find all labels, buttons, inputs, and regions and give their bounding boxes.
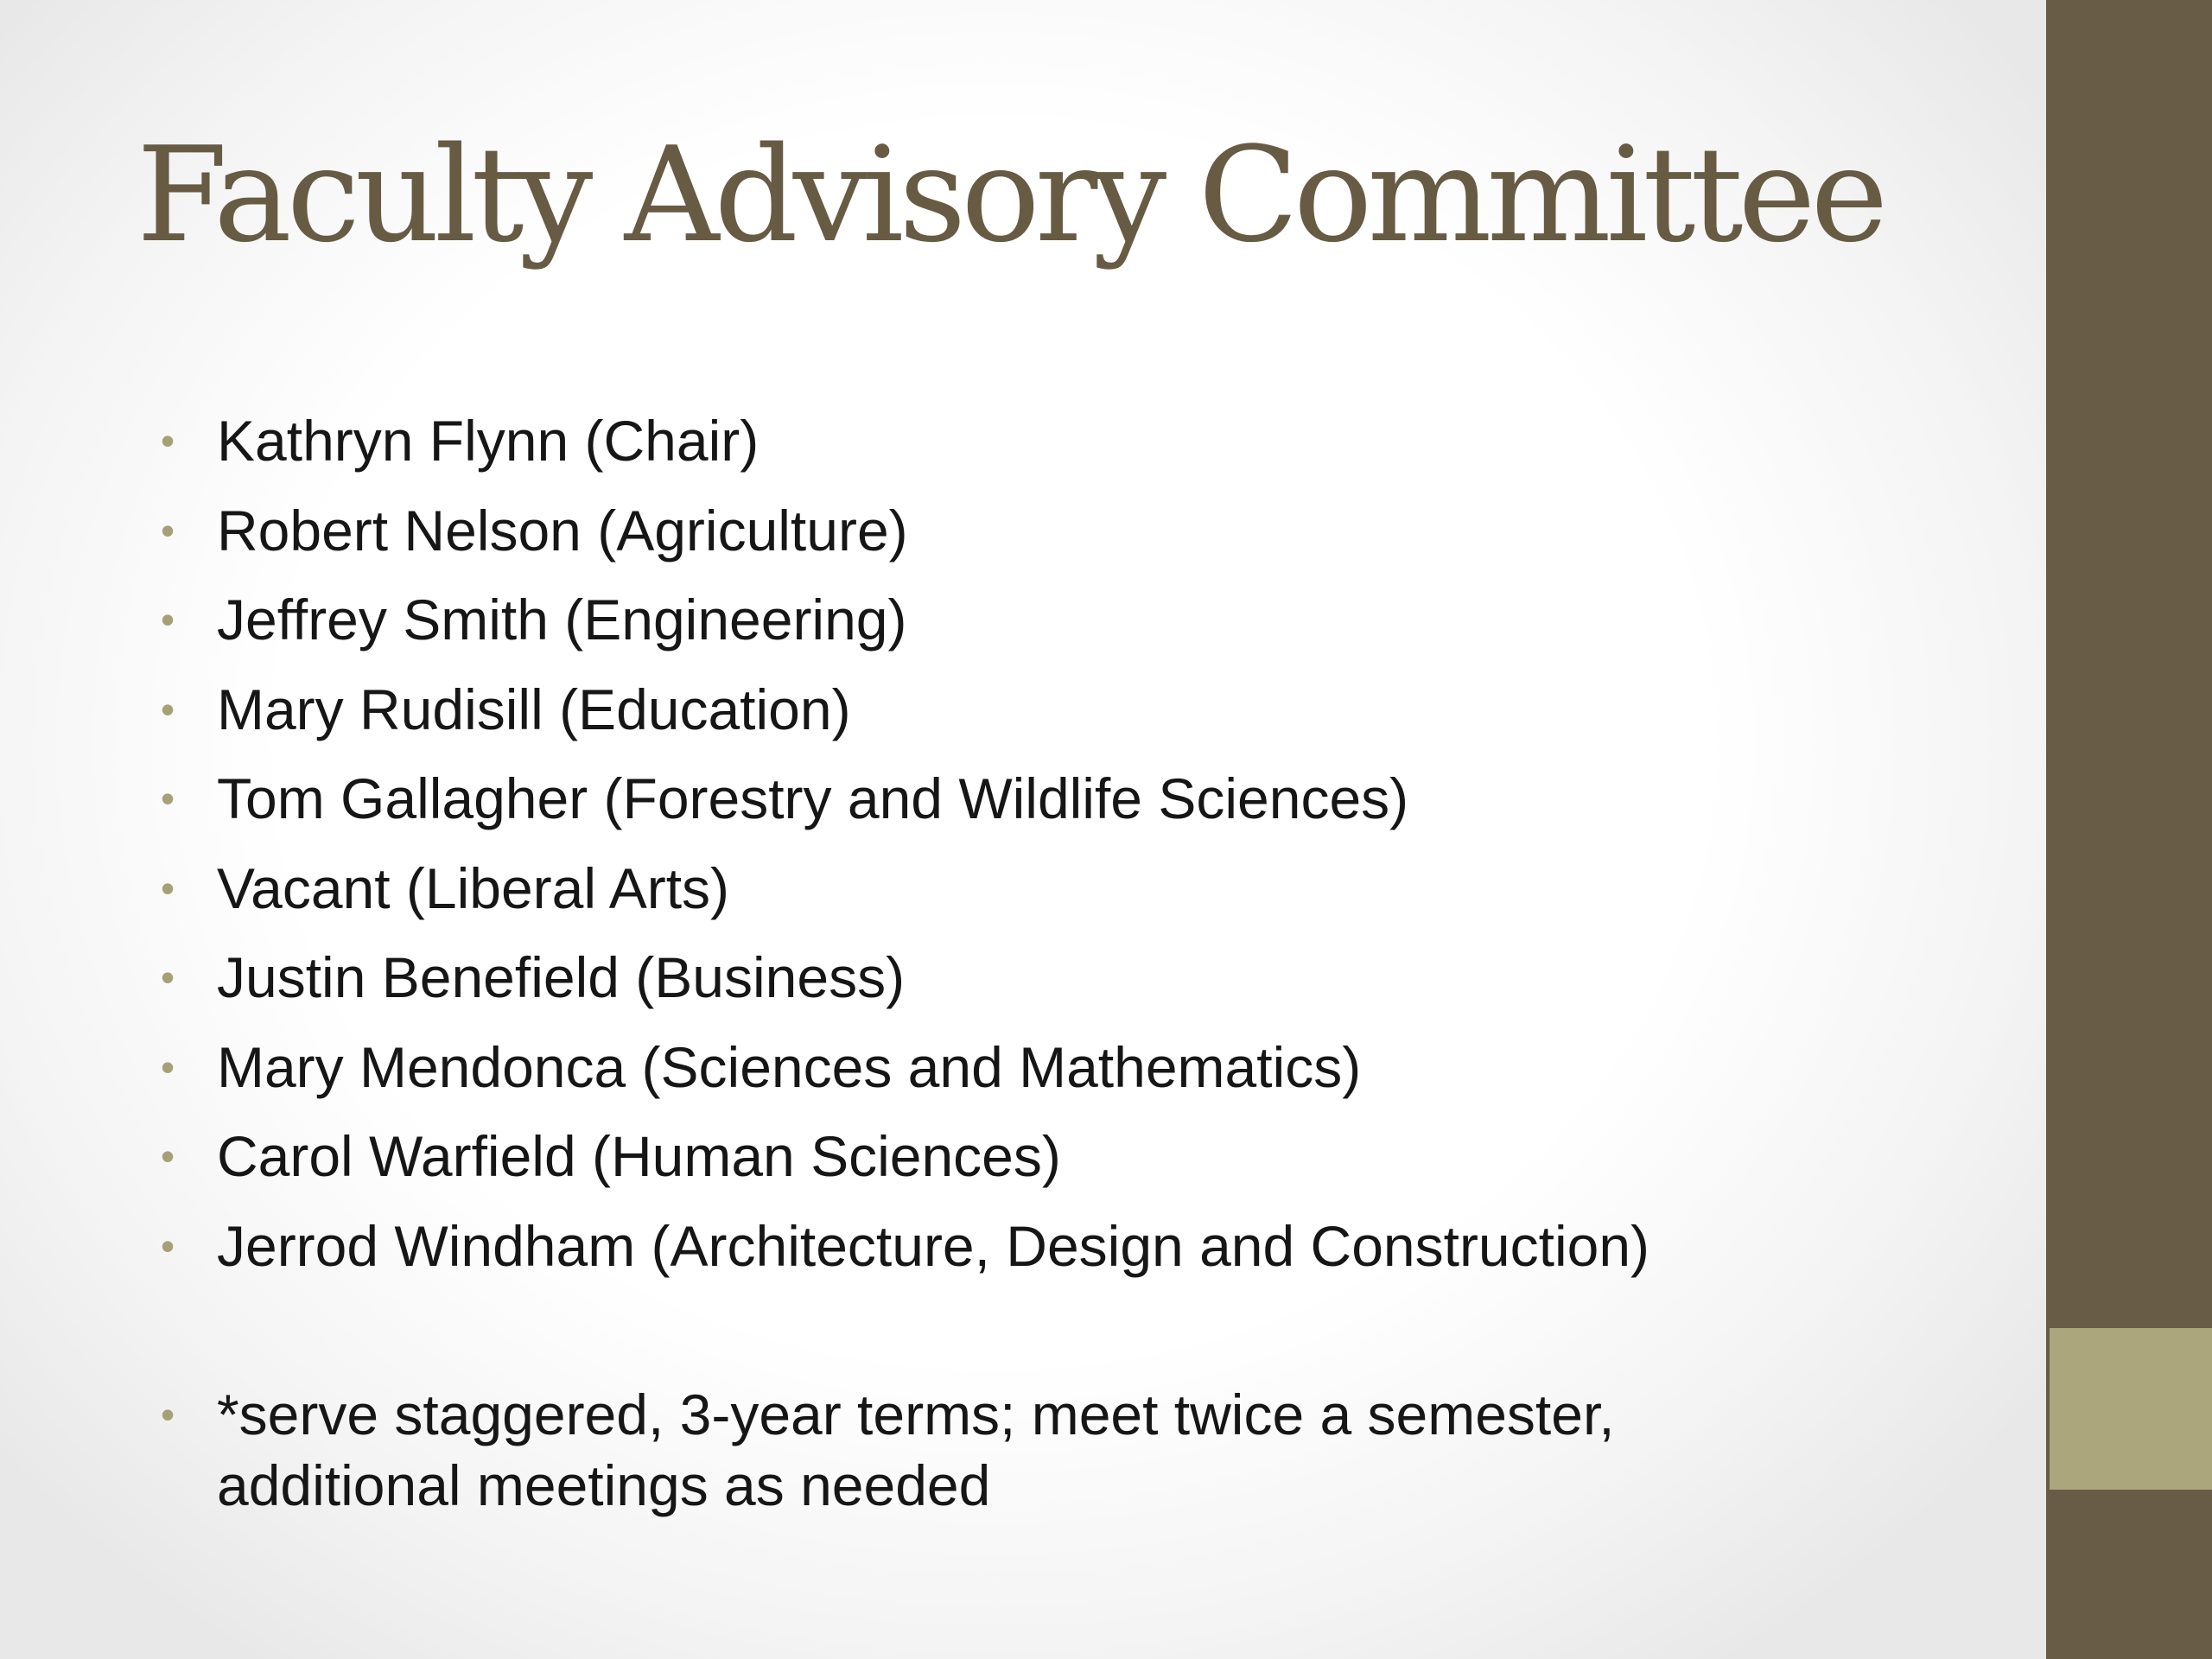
member-item — [161, 1202, 1649, 1292]
member-item — [161, 665, 1649, 755]
member-item — [161, 1023, 1649, 1113]
member-item — [161, 575, 1649, 665]
bullet-icon: • — [161, 776, 175, 821]
bullet-icon: • — [161, 1392, 175, 1437]
member-item — [161, 1112, 1649, 1202]
note-line-2: additional meetings as needed — [217, 1453, 991, 1517]
slide-title: Faculty Advisory Committee — [137, 118, 1884, 271]
bullet-icon: • — [161, 955, 175, 1000]
member-item — [161, 754, 1649, 844]
note-item — [161, 1379, 1859, 1521]
member-text: Robert Nelson (Agriculture) — [217, 498, 908, 563]
member-text: Vacant (Liberal Arts) — [217, 855, 730, 920]
member-text: Kathryn Flynn (Chair) — [217, 409, 760, 473]
member-text: Mary Rudisill (Education) — [217, 677, 851, 741]
bullet-icon: • — [161, 1044, 175, 1090]
bullet-icon: • — [161, 686, 175, 732]
sidebar-accent-block — [2050, 1328, 2212, 1490]
bullet-icon: • — [161, 1223, 175, 1268]
member-item — [161, 844, 1649, 934]
bullet-icon: • — [161, 597, 175, 642]
member-text: Jeffrey Smith (Engineering) — [217, 588, 907, 652]
member-item — [161, 397, 1649, 486]
terms-note — [161, 1379, 1859, 1521]
bullet-icon: • — [161, 507, 175, 553]
bullet-icon: • — [161, 418, 175, 463]
bullet-icon: • — [161, 865, 175, 911]
member-list — [161, 397, 1649, 1291]
member-item — [161, 933, 1649, 1023]
member-text: Jerrod Windham (Architecture, Design and Construction) — [217, 1213, 1650, 1278]
note-line-1: *serve staggered, 3-year terms; meet twice a semester, — [217, 1382, 1615, 1446]
member-text: Justin Benefield (Business) — [217, 945, 906, 1009]
member-item — [161, 486, 1649, 576]
member-text: Mary Mendonca (Sciences and Mathematics) — [217, 1034, 1362, 1099]
member-text: Tom Gallagher (Forestry and Wildlife Sciences) — [217, 766, 1409, 830]
member-text: Carol Warfield (Human Sciences) — [217, 1124, 1061, 1188]
bullet-icon: • — [161, 1134, 175, 1179]
